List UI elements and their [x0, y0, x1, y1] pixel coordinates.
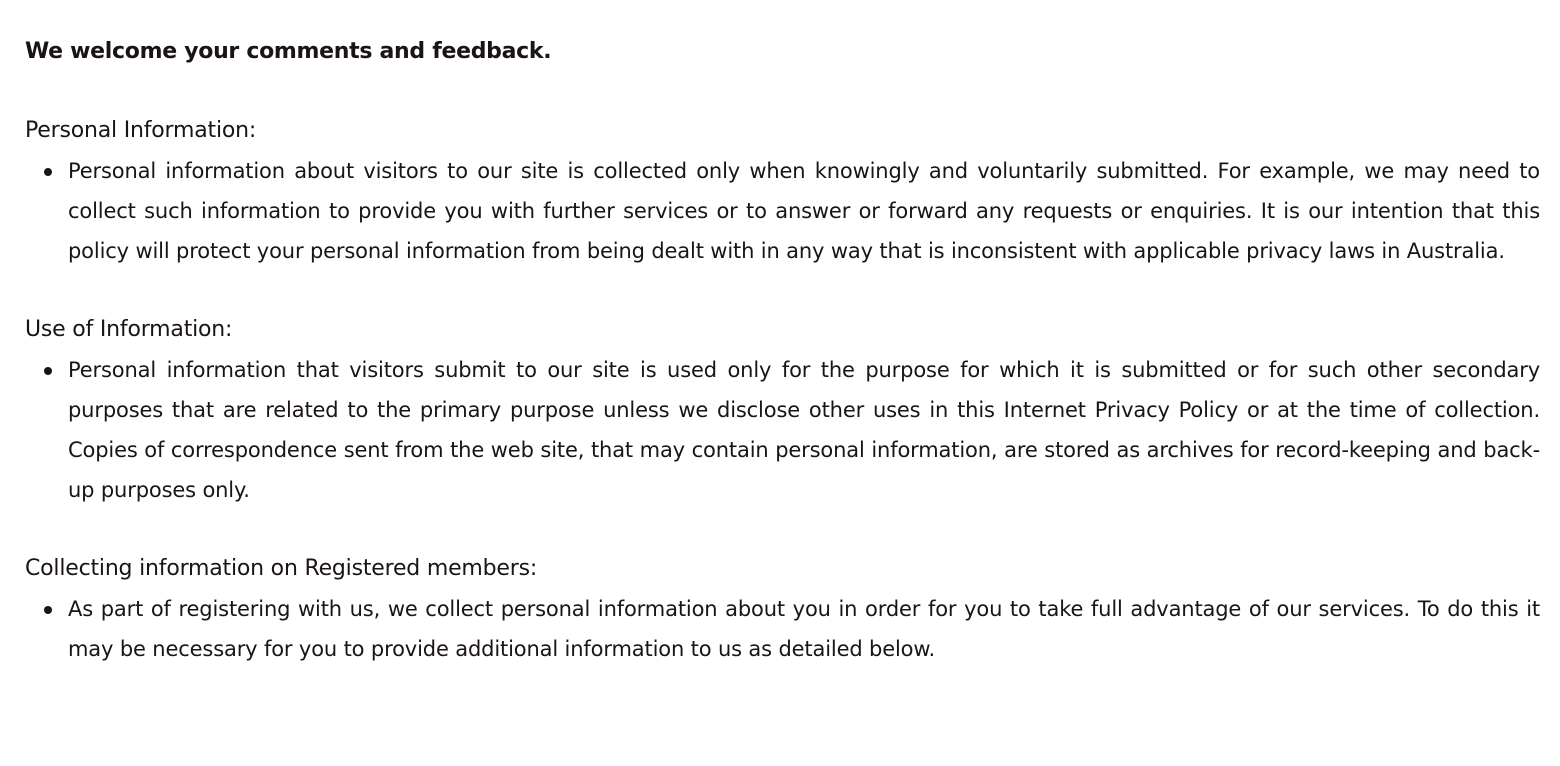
bullet-icon: [44, 367, 52, 375]
feedback-heading: We welcome your comments and feedback.: [25, 39, 552, 64]
section-label-registered-members: Collecting information on Registered members:: [25, 556, 538, 581]
list-item: [68, 350, 1540, 510]
list-item-text: Personal information about visitors to our site is collected only when knowingly and voluntarily submitted. For example, we may need to collect such information to provide you with further services or to answer or forward any requests or enquiries. It is our intention that this policy will protect your personal information from being dealt with in any way that is inconsistent with applicable privacy laws in Australia.: [68, 159, 1540, 263]
registered-members-list: [25, 589, 1540, 669]
list-item: [68, 589, 1540, 669]
personal-information-list: [25, 151, 1540, 271]
list-item-text: Personal information that visitors submit to our site is used only for the purpose for which it is submitted or for such other secondary purposes that are related to the primary purpose unless we disclose other uses in this Internet Privacy Policy or at the time of collection. Copies of correspondence sent from the web site, that may contain personal information, are stored as archives for record-keeping and back-up purposes only.: [68, 358, 1540, 502]
list-item: [68, 151, 1540, 271]
section-label-personal-information: Personal Information:: [25, 118, 257, 143]
list-item-text: As part of registering with us, we collect personal information about you in order for you to take full advantage of our services. To do this it may be necessary for you to provide additional information to us as detailed below.: [68, 597, 1540, 661]
section-label-use-of-information: Use of Information:: [25, 317, 233, 342]
bullet-icon: [44, 168, 52, 176]
use-of-information-list: [25, 350, 1540, 510]
bullet-icon: [44, 606, 52, 614]
